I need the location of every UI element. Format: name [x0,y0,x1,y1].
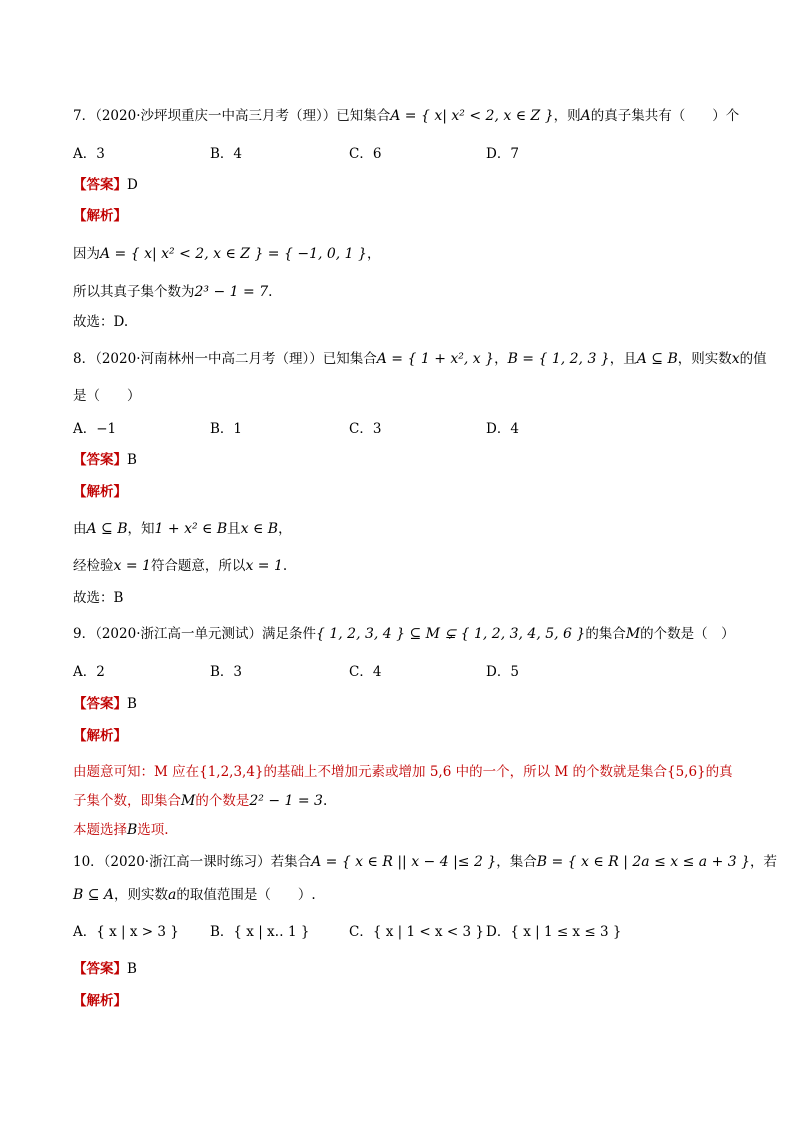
q8-option-b: B．1 [210,421,243,437]
q9-analysis-label [73,726,127,746]
q8-stem-text: 8．（2020·河南林州一中高二月考（理））已知集合 [73,351,377,367]
q8-sol2-text-3: . [282,558,288,574]
q7-solution-line-1 [73,244,380,264]
q8-sol1-math-2: 1 + x² ∈ B [154,521,228,537]
q9-answer [73,694,137,714]
q7-option-c: C．6 [349,146,382,162]
q9-solution-line-1 [73,762,733,782]
q10-option-b: B．{ x | x‥ 1 } [210,924,310,940]
q10-answer-value: B [127,961,137,977]
q10-stem-text-5: 的取值范围是（ ）. [176,887,316,903]
q9-option-c: C．4 [349,664,382,680]
answer-label: 【答案】 [73,696,127,712]
question-9-stem [73,624,735,644]
q8-solution-line-1 [73,519,292,539]
q9-condition: { 1, 2, 3, 4 } ⊆ M ⊊ { 1, 2, 3, 4, 5, 6 } [316,626,586,642]
q10-stem-text-3: ，若 [750,854,778,870]
q7-option-a: A．3 [73,146,105,162]
q10-relation: B ⊆ A [73,887,115,903]
q8-solution-line-3 [73,588,123,608]
analysis-label: 【解析】 [73,993,127,1009]
answer-label: 【答案】 [73,177,127,193]
q8-sol3-text: 故选：B [73,590,124,606]
q9-sol2-math: 2² − 1 = 3 [249,793,323,809]
q9-sol3-variable: B [127,822,138,838]
q8-option-a: A．−1 [73,421,117,437]
q8-stem-text-3: ，则实数 [677,351,732,367]
q7-stem-text: 7．（2020·沙坪坝重庆一中高三月考（理））已知集合 [73,108,391,124]
q9-option-b: B．3 [210,664,243,680]
q10-stem-text-4: ，则实数 [114,887,169,903]
analysis-label: 【解析】 [73,728,127,744]
q8-stem-text-4: 的值 [739,351,767,367]
q8-solution-line-2 [73,556,287,576]
q7-option-b: B．4 [210,146,243,162]
question-10-stem-line-2 [73,885,316,905]
q10-set-a: A = { x ∈ R || x − 4 |≤ 2 } [311,854,497,870]
q9-option-a: A．2 [73,664,105,680]
q7-answer [73,175,138,195]
question-10-stem [73,852,777,872]
q8-answer [73,450,137,470]
q8-sol1-text-4: ， [278,521,292,537]
q8-sol2-math-2: x = 1 [245,558,283,574]
q8-sol2-text: 经检验 [73,558,114,574]
q8-sol2-math-1: x = 1 [113,558,151,574]
q8-relation: A ⊆ B [636,351,678,367]
q9-sol2-text-2: 的个数是 [195,793,250,809]
q8-answer-value: B [127,452,137,468]
q10-analysis-label [73,991,127,1011]
q9-solution-line-3 [73,820,169,840]
q8-stem-text-2: ，且 [609,351,637,367]
q8-option-d: D．4 [486,421,519,437]
q7-sol1-math: A = { x| x² < 2, x ∈ Z } = { −1, 0, 1 } [100,246,367,262]
q10-set-b: B = { x ∈ R | 2a ≤ x ≤ a + 3 } [536,854,751,870]
q10-option-a: A．{ x | x > 3 } [73,924,179,940]
q9-solution-line-2 [73,791,327,811]
q9-sol3-text-2: 选项. [137,822,169,838]
q9-option-d: D．5 [486,664,519,680]
q7-stem-text-2: ，则 [553,108,581,124]
q9-stem-text: 9．（2020·浙江高一单元测试）满足条件 [73,626,316,642]
analysis-label: 【解析】 [73,484,127,500]
q9-sol2-text: 子集个数，即集合 [73,793,181,809]
question-8-stem [73,349,767,369]
q7-sol2-math: 2³ − 1 = 7 [194,284,269,300]
q9-sol1-text: 由题意可知：M 应在{1,2,3,4}的基础上不增加元素或增加 5,6 中的一个，所以 M 的个数就是集合{5,6}的真 [73,764,733,780]
question-8-stem-line-2 [73,386,141,406]
answer-label: 【答案】 [73,452,127,468]
q8-sol1-text-2: ，知 [127,521,155,537]
q7-solution-line-2 [73,282,272,302]
q7-sol3-text: 故选：D. [73,314,129,330]
q10-stem-text-2: ，集合 [496,854,537,870]
q7-sol1-text: 因为 [73,246,100,262]
q9-stem-text-2: 的集合 [585,626,626,642]
q8-analysis-label [73,482,127,502]
q8-sol1-text-3: 且 [227,521,241,537]
q8-sol1-text: 由 [73,521,87,537]
q7-stem-text-3: 的真子集共有（ ）个 [590,108,740,124]
q8-sol1-math-3: x ∈ B [240,521,279,537]
question-7-stem [73,106,739,126]
q10-variable: a [168,887,177,903]
q9-sol2-text-3: . [322,793,328,809]
answer-label: 【答案】 [73,961,127,977]
q7-variable: A [580,108,591,124]
q10-option-d: D．{ x | 1 ≤ x ≤ 3 } [486,924,622,940]
q10-option-c: C．{ x | 1 < x < 3 } [349,924,484,940]
q7-set-definition: A = { x| x² < 2, x ∈ Z } [390,108,554,124]
q9-sol3-text: 本题选择 [73,822,127,838]
q8-sol2-text-2: 符合题意，所以 [150,558,246,574]
q8-stem-line-2-text: 是（ ） [73,388,141,404]
q7-solution-line-3 [73,312,128,332]
q7-answer-value: D [127,177,138,193]
q8-set-b: B = { 1, 2, 3 } [507,351,610,367]
q7-analysis-label [73,206,127,226]
q7-sol2-text-2: . [268,284,273,300]
q8-sol1-math-1: A ⊆ B [86,521,128,537]
q7-sol1-text-2: ， [366,246,381,262]
q9-stem-text-3: 的个数是（ ） [640,626,735,642]
analysis-label: 【解析】 [73,208,127,224]
q7-option-d: D．7 [486,146,519,162]
q7-sol2-text: 所以其真子集个数为 [73,284,195,300]
q8-set-a: A = { 1 + x², x } [376,351,495,367]
q10-answer [73,959,137,979]
q8-variable: x [731,351,740,367]
q8-separator: ， [494,351,508,367]
q10-stem-text: 10．（2020·浙江高一课时练习）若集合 [73,854,312,870]
q8-option-c: C．3 [349,421,382,437]
q9-sol2-variable: M [181,793,196,809]
q9-variable: M [625,626,641,642]
q9-answer-value: B [127,696,137,712]
